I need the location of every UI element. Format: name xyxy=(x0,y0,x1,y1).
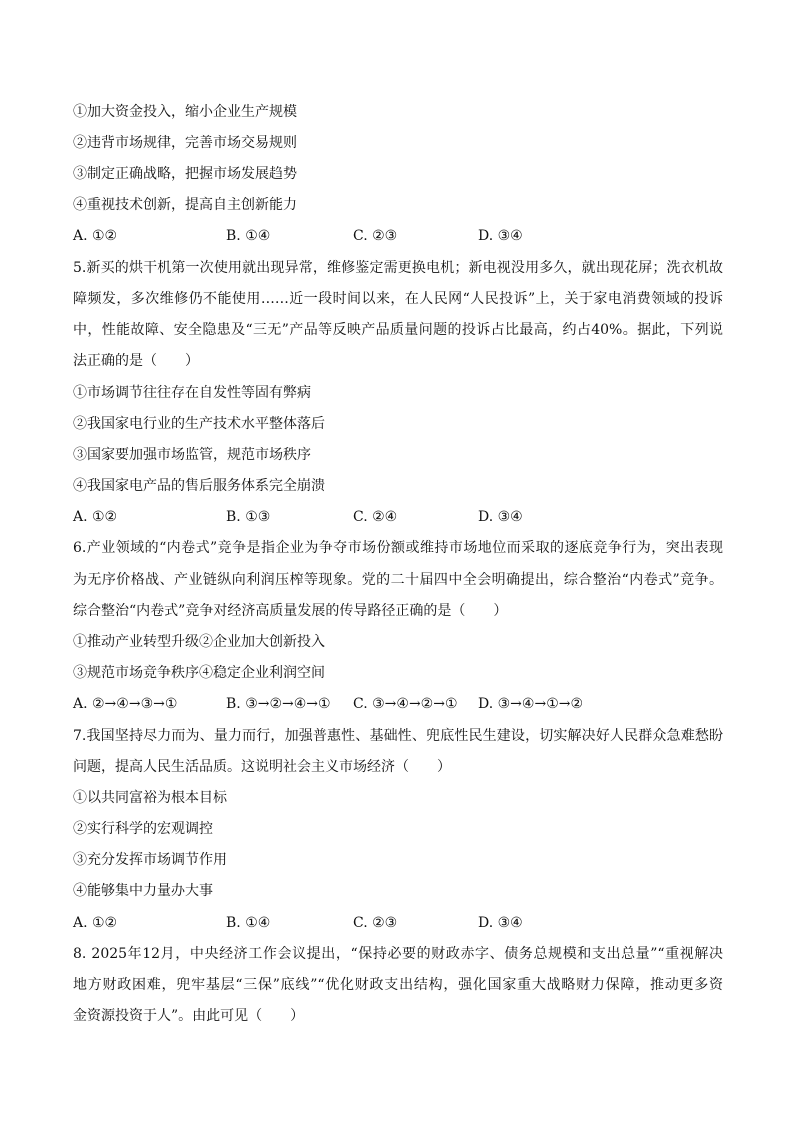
q8-stem-line-2: 地方财政困难，兜牢基层“三保”底线”“优化财政支出结构，强化国家重大战略财力保障，推动更多资 xyxy=(73,977,723,993)
q5-stem-line-3: 中，性能故障、安全隐患及“三无”产品等反映产品质量问题的投诉占比最高，约占40%。据此，下列说 xyxy=(73,322,723,338)
q6-stem-line-2: 为无序价格战、产业链纵向利润压榨等现象。党的二十届四中全会明确提出，综合整治“内卷式”竞争。 xyxy=(73,572,723,588)
q5-option-a: A. ①② xyxy=(73,509,118,525)
q8-stem-line-3: 金资源投资于人”。由此可见（ ） xyxy=(73,1008,305,1024)
q4-option-b: B. ①④ xyxy=(226,228,271,244)
q7-item-2: ②实行科学的宏观调控 xyxy=(73,821,213,837)
q4-item-3: ③制定正确战略，把握市场发展趋势 xyxy=(73,166,297,182)
q5-stem-line-4: 法正确的是（ ） xyxy=(73,353,199,369)
q6-option-d: D. ③→④→①→② xyxy=(478,696,584,712)
q5-option-d: D. ③④ xyxy=(478,509,523,525)
q5-option-b: B. ①③ xyxy=(226,509,271,525)
q5-stem-line-2: 障频发，多次维修仍不能使用……近一段时间以来，在人民网“人民投诉”上，关于家电消费领域的投诉 xyxy=(73,291,723,307)
q7-stem-line-1: 7.我国坚持尽力而为、量力而行，加强普惠性、基础性、兜底性民生建设，切实解决好人民群众急难愁盼 xyxy=(73,728,723,744)
q6-option-a: A. ②→④→③→① xyxy=(73,696,178,712)
q7-option-c: C. ②③ xyxy=(353,915,398,931)
q6-item-2: ③规范市场竞争秩序④稳定企业利润空间 xyxy=(73,665,325,681)
q5-item-2: ②我国家电行业的生产技术水平整体落后 xyxy=(73,416,325,432)
q6-item-1: ①推动产业转型升级②企业加大创新投入 xyxy=(73,634,325,650)
q7-item-1: ①以共同富裕为根本目标 xyxy=(73,790,227,806)
q7-stem-line-2: 问题，提高人民生活品质。这说明社会主义市场经济（ ） xyxy=(73,759,451,775)
q5-item-3: ③国家要加强市场监管，规范市场秩序 xyxy=(73,447,311,463)
q4-option-a: A. ①② xyxy=(73,228,118,244)
q6-stem-line-3: 综合整治“内卷式”竞争对经济高质量发展的传导路径正确的是（ ） xyxy=(73,603,508,619)
q5-item-1: ①市场调节往往存在自发性等固有弊病 xyxy=(73,385,311,401)
q6-option-c: C. ③→④→②→① xyxy=(353,696,458,712)
q6-option-b: B. ③→②→④→① xyxy=(226,696,331,712)
q5-item-4: ④我国家电产品的售后服务体系完全崩溃 xyxy=(73,478,325,494)
q7-option-b: B. ①④ xyxy=(226,915,271,931)
q4-option-d: D. ③④ xyxy=(478,228,523,244)
q4-item-4: ④重视技术创新，提高自主创新能力 xyxy=(73,197,297,213)
q5-option-c: C. ②④ xyxy=(353,509,398,525)
q4-item-2: ②违背市场规律，完善市场交易规则 xyxy=(73,135,297,151)
q4-item-1: ①加大资金投入，缩小企业生产规模 xyxy=(73,104,297,120)
q7-option-a: A. ①② xyxy=(73,915,118,931)
q5-stem-line-1: 5.新买的烘干机第一次使用就出现异常，维修鉴定需更换电机；新电视没用多久，就出现花屏；洗衣机故 xyxy=(73,260,723,276)
q8-stem-line-1: 8. 2025年12月，中央经济工作会议提出，“保持必要的财政赤字、债务总规模和支出总量”“重视解决 xyxy=(73,946,723,962)
q6-stem-line-1: 6.产业领域的“内卷式”竞争是指企业为争夺市场份额或维持市场地位而采取的逐底竞争行为，突出表现 xyxy=(73,540,723,556)
q7-item-3: ③充分发挥市场调节作用 xyxy=(73,852,227,868)
q7-option-d: D. ③④ xyxy=(478,915,523,931)
q4-option-c: C. ②③ xyxy=(353,228,398,244)
q7-item-4: ④能够集中力量办大事 xyxy=(73,883,213,899)
